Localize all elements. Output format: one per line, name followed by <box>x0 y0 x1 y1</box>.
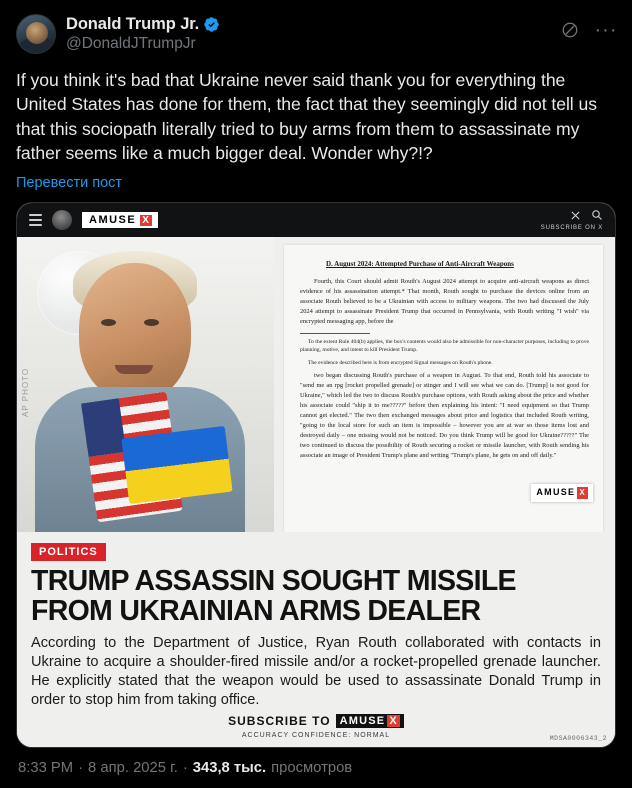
headline: TRUMP ASSASSIN SOUGHT MISSILE FROM UKRAINIAN ARMS DEALER <box>31 565 516 627</box>
display-name[interactable]: Donald Trump Jr. <box>66 15 200 33</box>
subscribe-caption: SUBSCRIBE ON X <box>540 225 603 232</box>
document-paragraph: two began discussing Routh's purchase of a weapon in August. To that end, Routh told his associate to "send me an rpg [rocket propelled grenade] or stinger and I will see what we can do. [Trump] is not good for Ukraine," which led the two to discuss Routh's purchase options, with Routh asking about the price and whether his associate could "ship it to me?????" before then explaining his intent: "I need equipment so that Trump cannot get elected." The two then exchanged messages about price and logistics that included Routh writing, "going to the local store for such an item is impossible – however you are at war so those items lost and destroyed daily – one missing would not be noticed. Do you think Trump will be good for Ukraine?????" The two continued to discuss the possibility of Routh securing a rocket or missile launcher, with Routh sending his associate an image of President Trump's plane and writing "Trump's plane, he gets on and off daily." <box>300 372 589 459</box>
footer-separator: · <box>78 760 84 777</box>
media-topbar <box>17 203 615 237</box>
views-count: 343,8 тыс. <box>192 760 267 777</box>
verified-badge-icon <box>203 16 220 33</box>
media-topbar-right <box>541 209 603 231</box>
document-id: MDSA0006343_2 <box>549 735 607 743</box>
grok-icon[interactable] <box>560 20 580 40</box>
category-badge: POLITICS <box>31 543 106 561</box>
caption-body: According to the Department of Justice, Ryan Routh collaborated with contacts in Ukraine to acquire a shoulder-fired missile and/or a rocket-propelled grenade launcher. He explicitly stated that the weapon would be used to assassinate Donald Trump in order to stop him from taking office. <box>31 635 601 709</box>
amuse-brand-text: AMUSE <box>89 214 137 227</box>
media-topbar-icons <box>570 209 603 224</box>
subscribe-line <box>228 714 404 728</box>
tweet-time: 8:33 PM <box>18 760 74 777</box>
photo-credit: AP PHOTO <box>21 368 30 418</box>
amuse-brand-mark: X <box>142 214 151 226</box>
translate-post-link[interactable]: Перевести пост <box>16 175 123 192</box>
subscribe-label: SUBSCRIBE TO <box>228 714 331 729</box>
document-paragraph: Fourth, this Court should admit Routh's August 2024 attempt to acquire anti-aircraft weapons as direct evidence of his assassination attempt.* That month, Routh sought to purchase the devices online from an associate Routh believed to be a Ukrainian with access to military weapons. The two had discussed the July 2024 attempt to assassinate President Trump that occurred in Pennsylvania, with Routh writing "I wish" via encrypted messaging app, before the <box>300 277 589 325</box>
hamburger-menu-icon[interactable] <box>29 214 42 226</box>
search-icon[interactable] <box>591 209 603 224</box>
channel-avatar[interactable] <box>52 210 72 230</box>
media-inner <box>17 203 615 747</box>
subscribe-footer <box>17 712 615 739</box>
tweet-date: 8 апр. 2025 г. <box>88 760 178 777</box>
photo-mouth <box>115 365 153 374</box>
author-name-row <box>66 15 550 34</box>
tweet-header <box>16 10 616 54</box>
document-footnote: To the extent Rule 404(b) applies, the box's contents would also be admissible for non-character purposes, including to prove planning, motive, and intent to kill President Trump. <box>300 338 589 354</box>
amuse-footer-badge <box>336 714 404 728</box>
avatar[interactable] <box>16 14 56 54</box>
document-footnote: The evidence described here is from encrypted Signal messages on Routh's phone. <box>308 359 493 366</box>
tweet-text: If you think it's bad that Ukraine never said thank you for everything the United States has done for them, the fact that they seemingly did not tell us that this sociopath literally tried to buy arms from them to assassinate my father seems like a much bigger deal. Wonder why?!? <box>16 70 597 163</box>
court-document-page <box>284 245 603 532</box>
author-handle[interactable]: @DonaldJTrumpJr <box>66 34 196 52</box>
footer-separator: · <box>182 760 188 777</box>
court-document-panel <box>274 237 615 532</box>
author-info <box>66 14 550 53</box>
amuse-watermark-text: AMUSE <box>536 487 576 498</box>
more-options-icon[interactable]: ··· <box>594 19 618 41</box>
amuse-watermark <box>531 484 593 502</box>
amuse-watermark-mark: X <box>577 487 588 499</box>
ukraine-flag <box>121 426 232 504</box>
media-caption-block <box>17 532 615 747</box>
accuracy-confidence-label: ACCURACY CONFIDENCE: NORMAL <box>241 732 391 740</box>
document-heading: D. August 2024: Attempted Purchase of Anti-Aircraft Weapons <box>326 260 514 269</box>
amuse-brand-badge <box>82 212 158 228</box>
close-icon[interactable] <box>570 210 581 224</box>
footnote-divider <box>300 333 370 334</box>
tweet-footer <box>16 760 616 776</box>
tweet-media-card[interactable] <box>16 202 616 748</box>
tweet-header-actions <box>560 14 616 40</box>
amuse-footer-text: AMUSE <box>339 715 386 728</box>
photo-head <box>79 263 191 401</box>
ryan-routh-photo <box>17 237 274 532</box>
amuse-footer-mark: X <box>389 715 398 728</box>
views-label: просмотров <box>271 760 353 777</box>
